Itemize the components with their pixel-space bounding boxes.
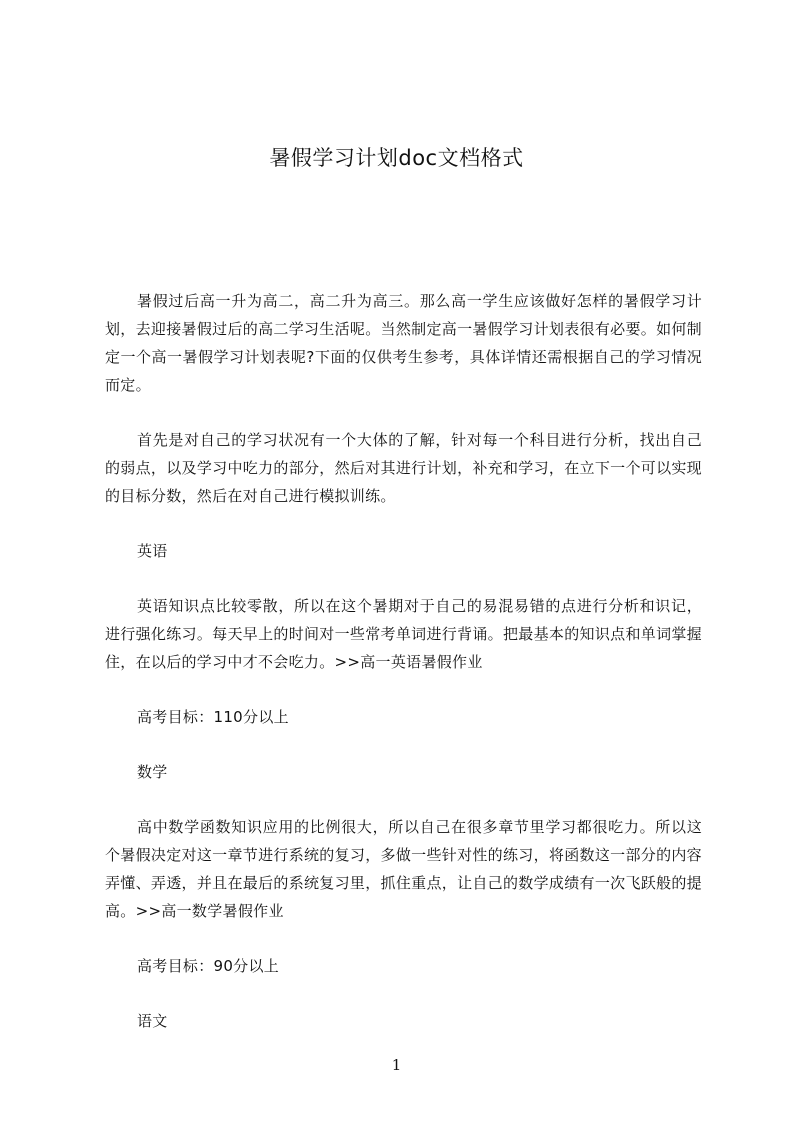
section-goal-english: 高考目标：110分以上 bbox=[137, 708, 289, 726]
section-text-english: 英语知识点比较零散，所以在这个暑期对于自己的易混易错的点进行分析和识记，进行强化练习。每天早上的时间对一些常考单词进行背诵。把最基本的知识点和单词掌握住，在以后的学习中才不会吃力。>>高一英语暑假作业 bbox=[105, 597, 702, 671]
intro-paragraph: 暑假过后高一升为高二，高二升为高三。那么高一学生应该做好怎样的暑假学习计划，去迎接暑假过后的高二学习生活呢。当然制定高一暑假学习计划表很有必要。如何制定一个高一暑假学习计划表呢?下面的仅供考生参考，具体详情还需根据自己的学习情况而定。 bbox=[105, 292, 702, 394]
section-heading-english: 英语 bbox=[137, 542, 168, 560]
document-body bbox=[105, 287, 702, 1062]
overview-paragraph: 首先是对自己的学习状况有一个大体的了解，针对每一个科目进行分析，找出自己的弱点，以及学习中吃力的部分，然后对其进行计划，补充和学习，在立下一个可以实现的目标分数，然后在对自己进行模拟训练。 bbox=[105, 431, 702, 505]
document-title: 暑假学习计划doc文档格式 bbox=[269, 146, 524, 170]
page-number: 1 bbox=[391, 1056, 402, 1074]
section-heading-chinese: 语文 bbox=[137, 1012, 168, 1030]
section-text-math: 高中数学函数知识应用的比例很大，所以自己在很多章节里学习都很吃力。所以这个暑假决定对这一章节进行系统的复习，多做一些针对性的练习，将函数这一部分的内容弄懂、弄透，并且在最后的系统复习里，抓住重点，让自己的数学成绩有一次飞跃般的提高。>>高一数学暑假作业 bbox=[105, 818, 702, 920]
section-goal-math: 高考目标：90分以上 bbox=[137, 957, 280, 975]
section-heading-math: 数学 bbox=[137, 763, 168, 781]
